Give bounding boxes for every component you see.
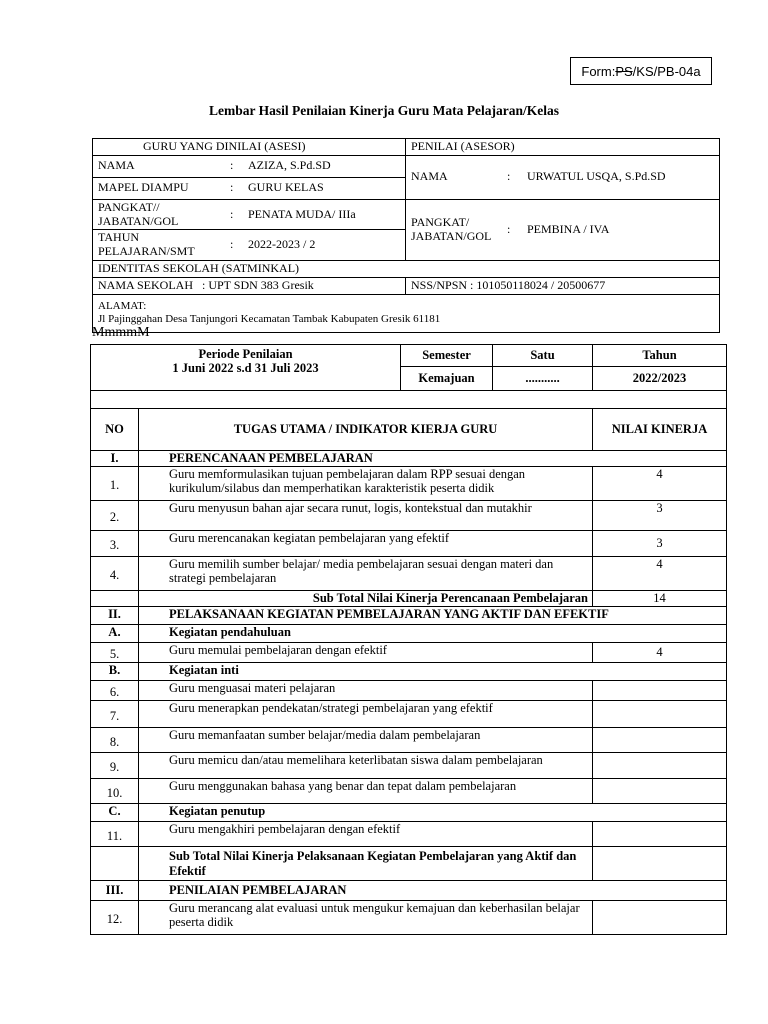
semester-value: Satu xyxy=(493,345,593,367)
item-text: Guru menggunakan bahasa yang benar dan tepat dalam pembelajaran xyxy=(139,779,593,804)
item-no: 1. xyxy=(91,467,139,501)
colon: : xyxy=(230,206,234,221)
item-score xyxy=(593,681,727,701)
asesor-pangkat-row xyxy=(406,199,720,260)
form-code-strike: PS xyxy=(615,63,633,79)
item-no: 8. xyxy=(91,728,139,753)
col-header-score: NILAI KINERJA xyxy=(593,409,727,451)
section-title: PERENCANAAN PEMBELAJARAN xyxy=(139,451,727,467)
section-title: PENILAIAN PEMBELAJARAN xyxy=(139,881,727,901)
asesi-mapel-label: MAPEL DIAMPU xyxy=(98,180,189,195)
asesi-pangkat-row xyxy=(93,199,406,230)
item-text: Guru menerapkan pendekatan/strategi pembelajaran yang efektif xyxy=(139,701,593,728)
item-no: 2. xyxy=(91,501,139,531)
school-header: IDENTITAS SEKOLAH (SATMINKAL) xyxy=(93,260,720,277)
item-text: Guru memulai pembelajaran dengan efektif xyxy=(139,643,593,663)
subsection-no: C. xyxy=(91,804,139,822)
form-code-prefix: Form: xyxy=(581,63,616,79)
item-text: Guru merencanakan kegiatan pembelajaran yang efektif xyxy=(139,531,593,557)
form-code-suffix: /KS/PB-04a xyxy=(632,63,701,79)
address-value: Jl Pajinggahan Desa Tanjungori Kecamatan Tambak Kabupaten Gresik 61181 xyxy=(98,313,441,326)
address-label: ALAMAT: xyxy=(98,300,147,313)
item-score xyxy=(593,901,727,935)
colon: : xyxy=(230,180,234,195)
period-label: Periode Penilaian xyxy=(198,347,293,361)
item-no: 9. xyxy=(91,753,139,779)
item-no: 12. xyxy=(91,901,139,935)
semester-label: Semester xyxy=(401,345,493,367)
section-no: III. xyxy=(91,881,139,901)
kemajuan-label: Kemajuan xyxy=(401,367,493,391)
item-text: Guru memformulasikan tujuan pembelajaran dalam RPP sesuai dengan kurikulum/silabus dan memperhatikan karakteristik peserta didik xyxy=(139,467,593,501)
subtotal-value: 14 xyxy=(593,591,727,607)
item-no: 11. xyxy=(91,822,139,847)
item-score: 4 xyxy=(593,643,727,663)
school-nss: NSS/NPSN : 101050118024 / 20500677 xyxy=(406,277,720,294)
identity-table xyxy=(92,138,720,333)
asesor-pangkat-value: PEMBINA / IVA xyxy=(527,221,610,236)
item-no: 10. xyxy=(91,779,139,804)
section-no: II. xyxy=(91,607,139,625)
asesor-name-value: URWATUL USQA, S.Pd.SD xyxy=(527,169,666,184)
asesor-pangkat-label: PANGKAT/ JABATAN/GOL xyxy=(411,215,492,243)
asesor-name-row xyxy=(406,155,720,199)
subtotal-no-cell xyxy=(91,847,139,881)
item-score: 4 xyxy=(593,557,727,591)
col-header-no: NO xyxy=(91,409,139,451)
colon: : xyxy=(507,169,511,184)
tahun-label: Tahun xyxy=(593,345,727,367)
subtotal-label: Sub Total Nilai Kinerja Pelaksanaan Kegiatan Pembelajaran yang Aktif dan Efektif xyxy=(139,847,593,881)
item-score xyxy=(593,728,727,753)
item-text: Guru menguasai materi pelajaran xyxy=(139,681,593,701)
subtotal-label: Sub Total Nilai Kinerja Perencanaan Pembelajaran xyxy=(139,591,593,607)
item-no: 3. xyxy=(91,531,139,557)
item-text: Guru mengakhiri pembelajaran dengan efektif xyxy=(139,822,593,847)
asesi-name-label: NAMA xyxy=(98,158,135,173)
item-text: Guru merancang alat evaluasi untuk mengukur kemajuan dan keberhasilan belajar peserta didik xyxy=(139,901,593,935)
asesi-name-value: AZIZA, S.Pd.SD xyxy=(248,158,331,173)
item-score: 3 xyxy=(593,501,727,531)
tahun-value: 2022/2023 xyxy=(593,367,727,391)
subsection-no: A. xyxy=(91,625,139,643)
asesi-name-row xyxy=(93,155,406,177)
item-text: Guru menyusun bahan ajar secara runut, logis, kontekstual dan mutakhir xyxy=(139,501,593,531)
spacer-row xyxy=(91,391,727,409)
item-score xyxy=(593,822,727,847)
subtotal-no-cell xyxy=(91,591,139,607)
asesor-name-label: NAMA xyxy=(411,169,448,184)
asesi-tahun-row xyxy=(93,230,406,261)
asesi-tahun-label: TAHUN PELAJARAN/SMT xyxy=(98,230,195,259)
kemajuan-value: ........... xyxy=(493,367,593,391)
subsection-title: Kegiatan inti xyxy=(139,663,727,681)
col-header-task: TUGAS UTAMA / INDIKATOR KIERJA GURU xyxy=(139,409,593,451)
stray-text: MmmmM xyxy=(92,325,150,340)
item-no: 5. xyxy=(91,643,139,663)
colon: : xyxy=(507,221,511,236)
asesi-pangkat-value: PENATA MUDA/ IIIa xyxy=(248,206,356,221)
colon: : xyxy=(230,237,234,252)
period-cell xyxy=(91,345,401,391)
document-title: Lembar Hasil Penilaian Kinerja Guru Mata Pelajaran/Kelas xyxy=(209,103,559,118)
subtotal-value xyxy=(593,847,727,881)
period-range: 1 Juni 2022 s.d 31 Juli 2023 xyxy=(172,361,319,376)
asesi-tahun-value: 2022-2023 / 2 xyxy=(248,237,316,252)
asesor-header: PENILAI (ASESOR) xyxy=(406,139,720,156)
item-text: Guru memilih sumber belajar/ media pembelajaran sesuai dengan materi dan strategi pembelajaran xyxy=(139,557,593,591)
form-code-box xyxy=(570,57,712,85)
item-score xyxy=(593,779,727,804)
section-title: PELAKSANAAN KEGIATAN PEMBELAJARAN YANG AKTIF DAN EFEKTIF xyxy=(139,607,727,625)
item-score: 3 xyxy=(593,531,727,557)
item-no: 7. xyxy=(91,701,139,728)
asesi-mapel-value: GURU KELAS xyxy=(248,180,324,195)
assessment-table xyxy=(90,344,727,935)
school-name: NAMA SEKOLAH : UPT SDN 383 Gresik xyxy=(93,277,406,294)
section-no: I. xyxy=(91,451,139,467)
item-text: Guru memanfaatan sumber belajar/media dalam pembelajaran xyxy=(139,728,593,753)
item-score xyxy=(593,701,727,728)
item-text: Guru memicu dan/atau memelihara keterlibatan siswa dalam pembelajaran xyxy=(139,753,593,779)
item-no: 6. xyxy=(91,681,139,701)
asesi-mapel-row xyxy=(93,177,406,199)
colon: : xyxy=(230,158,234,173)
subsection-title: Kegiatan penutup xyxy=(139,804,727,822)
item-score: 4 xyxy=(593,467,727,501)
school-address xyxy=(93,294,720,332)
item-no: 4. xyxy=(91,557,139,591)
item-score xyxy=(593,753,727,779)
subsection-no: B. xyxy=(91,663,139,681)
subsection-title: Kegiatan pendahuluan xyxy=(139,625,727,643)
asesi-header: GURU YANG DINILAI (ASESI) xyxy=(93,139,406,156)
asesi-pangkat-label: PANGKAT// JABATAN/GOL xyxy=(98,199,179,228)
